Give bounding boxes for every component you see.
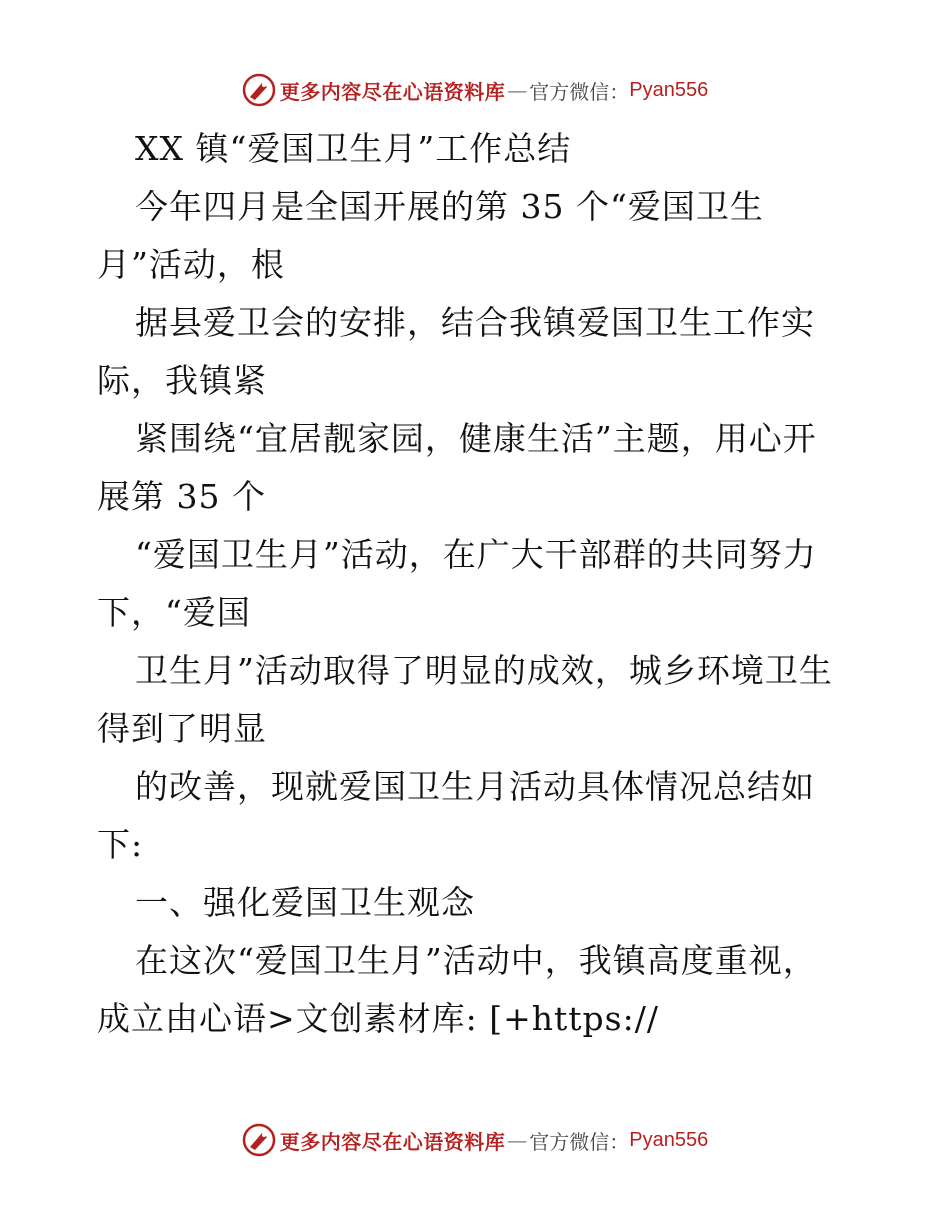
watermark-brand-text: 更多内容尽在心语资料库	[279, 79, 506, 104]
paragraph-line: 的改善，现就爱国卫生月活动具体情况总结如	[135, 767, 815, 806]
paragraph-line: 成立由心语>文创素材库: [+https://	[97, 999, 659, 1038]
section-heading: 一、强化爱国卫生观念	[135, 883, 475, 922]
watermark-wechat-id: Pyan556	[629, 78, 709, 101]
paragraph-line: 紧围绕“宜居靓家园，健康生活”主题，用心开	[135, 419, 817, 458]
paragraph-line: 得到了明显	[97, 709, 267, 748]
watermark-contact-label: 官方微信：	[529, 1129, 630, 1154]
paragraph-line: 际，我镇紧	[97, 361, 267, 400]
paragraph-line: 展第 35 个	[97, 477, 266, 516]
header-watermark-banner	[0, 68, 950, 112]
document-title: XX 镇“爱国卫生月”工作总结	[135, 129, 572, 168]
paragraph-line: 在这次“爱国卫生月”活动中，我镇高度重视，	[135, 941, 817, 980]
paragraph-line: 月”活动，根	[97, 245, 285, 284]
document-body	[97, 120, 867, 1048]
watermark-dash: —	[507, 1128, 528, 1152]
watermark-wechat-id: Pyan556	[629, 1128, 709, 1151]
watermark-brand-text: 更多内容尽在心语资料库	[279, 1129, 506, 1154]
pen-nib-logo-icon	[242, 1123, 276, 1157]
footer-watermark-banner	[0, 1118, 950, 1162]
paragraph-line: 卫生月”活动取得了明显的成效，城乡环境卫生	[135, 651, 833, 690]
watermark-contact-label: 官方微信：	[529, 79, 630, 104]
watermark-dash: —	[507, 78, 528, 102]
paragraph-line: 据县爱卫会的安排，结合我镇爱国卫生工作实	[135, 303, 815, 342]
paragraph-line: 今年四月是全国开展的第 35 个“爱国卫生	[135, 187, 764, 226]
paragraph-line: 下，“爱国	[97, 593, 251, 632]
paragraph-line: “爱国卫生月”活动，在广大干部群的共同努力	[135, 535, 817, 574]
paragraph-line: 下:	[97, 825, 144, 864]
pen-nib-logo-icon	[242, 73, 276, 107]
